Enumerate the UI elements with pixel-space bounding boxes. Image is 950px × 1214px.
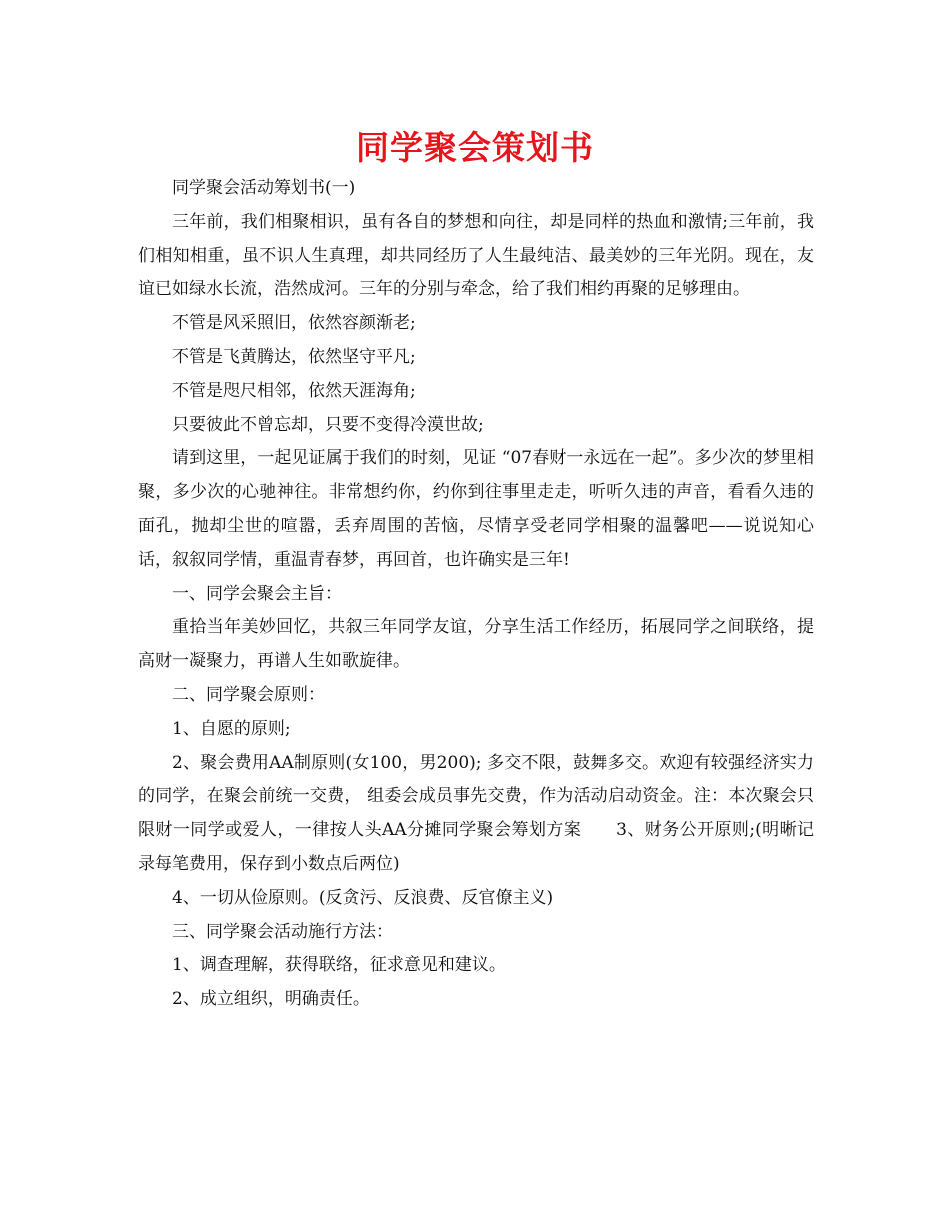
document-title: 同学聚会策划书 — [356, 128, 594, 167]
document-body — [138, 172, 814, 1017]
paragraph-invitation: 请到这里，一起见证属于我们的时刻，见证 “07春财一永远在一起”。多少次的梦里相聚，多少次的心驰神往。非常想约你，约你到往事里走走，听听久违的声音，看看久违的面孔，抛却尘世的喧嚣，丢弃周围的苦恼，尽情享受老同学相聚的温馨吧——说说知心话，叙叙同学情，重温青春梦，再回首，也许确实是三年! — [138, 448, 814, 570]
paragraph-subtitle: 同学聚会活动筹划书(一) — [172, 178, 356, 198]
list-item-method-2: 2、成立组织，明确责任。 — [172, 989, 370, 1010]
section-heading-methods: 三、同学聚会活动施行方法： — [172, 921, 393, 942]
paragraph-purpose: 重拾当年美妙回忆，共叙三年同学友谊，分享生活工作经历，拓展同学之间联络，提高财一凝聚力，再谱人生如歌旋律。 — [138, 617, 814, 672]
list-item-principle-2: 2、聚会费用AA制原则(女100，男200); 多交不限，鼓舞多交。欢迎有较强经济实力的同学，在聚会前统一交费， 组委会成员事先交费，作为活动启动资金。注：本次聚会只限财一同学或爱人，一律按人头AA分摊同学聚会筹划方案 3、财务公开原则;(明晰记录每笔费用，保存到小数点后两位) — [138, 752, 814, 874]
list-item-method-1: 1、调查理解，获得联络，征求意见和建议。 — [172, 955, 506, 976]
list-item-principle-1: 1、自愿的原则; — [172, 718, 291, 739]
paragraph-verse-4: 只要彼此不曾忘却，只要不变得冷漠世故; — [172, 414, 484, 435]
list-item-principle-4: 4、一切从俭原则。(反贪污、反浪费、反官僚主义) — [172, 887, 554, 908]
paragraph-verse-1: 不管是风采照旧，依然容颜渐老; — [172, 313, 416, 334]
paragraph-verse-2: 不管是飞黄腾达，依然坚守平凡; — [172, 346, 416, 367]
section-heading-principles: 二、同学聚会原则： — [172, 684, 325, 705]
paragraph-verse-3: 不管是咫尺相邻，依然天涯海角; — [172, 380, 416, 401]
section-heading-purpose: 一、同学会聚会主旨： — [172, 583, 342, 604]
paragraph-intro: 三年前，我们相聚相识，虽有各自的梦想和向往，却是同样的热血和激情;三年前，我们相知相重，虽不识人生真理，却共同经历了人生最纯洁、最美妙的三年光阴。现在，友谊已如绿水长流，浩然成河。三年的分别与牵念，给了我们相约再聚的足够理由。 — [138, 211, 814, 300]
